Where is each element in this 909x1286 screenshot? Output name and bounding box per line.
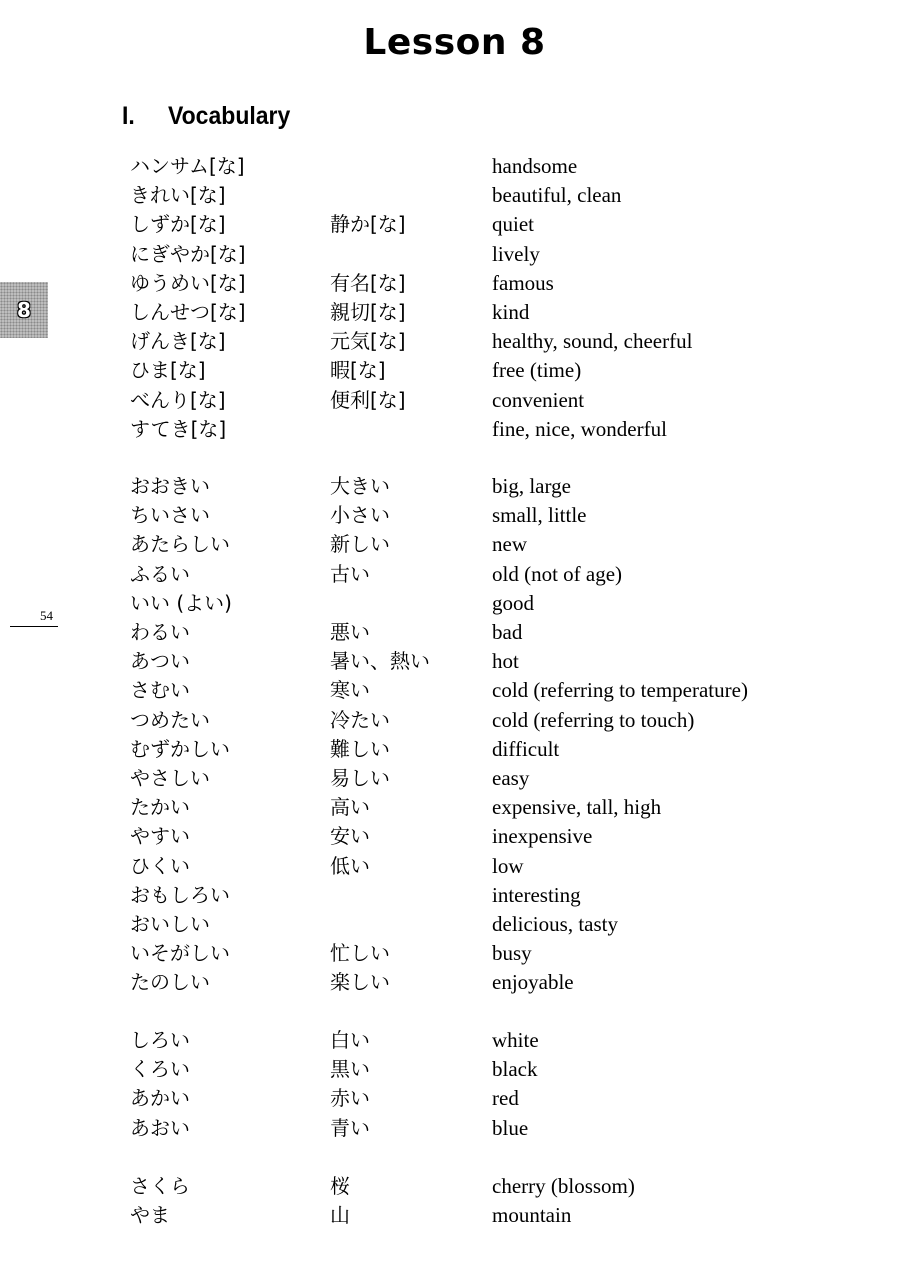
vocab-row	[0, 1055, 909, 1084]
vocab-kanji: 小さい	[330, 503, 390, 528]
vocab-english: old (not of age)	[492, 561, 623, 586]
vocab-kana: しろい	[130, 1028, 190, 1052]
vocab-english: convenient	[492, 387, 585, 412]
vocab-row	[0, 210, 909, 239]
vocab-english: cherry (blossom)	[492, 1174, 635, 1198]
vocab-kana: たのしい	[130, 970, 210, 995]
vocab-row	[0, 240, 909, 269]
vocab-row	[0, 181, 909, 210]
vocab-english: low	[492, 853, 524, 878]
vocab-kanji: 大きい	[330, 474, 390, 498]
vocab-kana: しずか[な]	[130, 212, 226, 237]
vocab-kana: あつい	[130, 649, 190, 674]
vocab-english: fine, nice, wonderful	[492, 416, 667, 441]
vocab-kanji: 難しい	[330, 736, 390, 761]
vocab-kana: たかい	[130, 795, 190, 820]
vocab-english: expensive, tall, high	[492, 795, 662, 820]
vocab-english: quiet	[492, 212, 534, 237]
vocab-kana: さむい	[130, 678, 190, 703]
vocab-row	[0, 647, 909, 676]
vocab-kanji: 黒い	[330, 1057, 370, 1082]
vocab-english: busy	[492, 941, 532, 966]
vocab-row	[0, 706, 909, 735]
vocab-row	[0, 415, 909, 444]
vocab-row	[0, 1201, 909, 1230]
vocab-kanji: 古い	[330, 561, 370, 586]
vocab-row	[0, 152, 909, 181]
vocab-english: blue	[492, 1115, 529, 1140]
vocab-english: delicious, tasty	[492, 912, 618, 936]
section-title: Vocabulary	[168, 102, 291, 130]
vocab-kanji: 冷たい	[330, 707, 390, 732]
page-number: 54	[40, 608, 53, 623]
vocab-kanji: 白い	[330, 1028, 370, 1052]
vocab-english: red	[492, 1086, 519, 1111]
section-number: I.	[122, 102, 135, 130]
vocab-kana: さくら	[130, 1174, 190, 1198]
vocab-english: hot	[492, 649, 519, 674]
vocab-english: new	[492, 532, 527, 557]
vocab-kana: ひくい	[130, 853, 190, 878]
vocab-english: easy	[492, 766, 530, 790]
vocab-english: lively	[492, 241, 540, 266]
vocab-english: inexpensive	[492, 824, 593, 849]
vocab-english: small, little	[492, 503, 587, 528]
vocab-row	[0, 676, 909, 705]
vocab-kanji: 元気[な]	[330, 329, 406, 354]
vocab-row	[0, 472, 909, 501]
vocab-kana: くろい	[130, 1057, 190, 1082]
vocab-english: difficult	[492, 736, 560, 761]
vocab-english: kind	[492, 300, 530, 324]
vocab-row	[0, 852, 909, 881]
vocab-row	[0, 793, 909, 822]
vocab-english: bad	[492, 620, 523, 644]
vocab-english: big, large	[492, 474, 571, 498]
vocab-kana: きれい[な]	[130, 183, 226, 208]
vocab-kanji: 親切[な]	[330, 300, 406, 324]
vocab-row	[0, 327, 909, 356]
vocab-kanji: 低い	[330, 853, 370, 878]
vocab-kana: いそがしい	[130, 941, 230, 966]
vocab-kana: ひま[な]	[130, 358, 206, 383]
vocab-kanji: 易しい	[330, 766, 390, 790]
vocab-kanji: 暑い、熱い	[330, 649, 430, 674]
vocab-row	[0, 968, 909, 997]
chapter-tab-number: 8	[17, 298, 31, 322]
vocab-kanji: 静か[な]	[330, 212, 406, 237]
vocab-kanji: 有名[な]	[330, 270, 406, 295]
vocab-row	[0, 501, 909, 530]
vocab-kanji: 便利[な]	[330, 387, 406, 412]
vocab-kanji: 忙しい	[330, 941, 390, 966]
vocab-row	[0, 1084, 909, 1113]
vocab-kanji: 青い	[330, 1115, 370, 1140]
vocab-english: interesting	[492, 882, 581, 907]
vocab-kana: べんり[な]	[130, 387, 226, 412]
vocab-kana: おもしろい	[130, 882, 230, 907]
vocab-english: enjoyable	[492, 970, 574, 995]
vocab-kanji: 安い	[330, 824, 370, 849]
vocab-kanji: 暇[な]	[330, 358, 386, 383]
vocab-english: black	[492, 1057, 538, 1082]
vocab-row	[0, 1172, 909, 1201]
vocab-kana: すてき[な]	[130, 416, 227, 441]
vocab-english: cold (referring to touch)	[492, 707, 695, 732]
vocab-kana: おおきい	[130, 474, 210, 498]
vocab-row	[0, 560, 909, 589]
vocab-row	[0, 530, 909, 559]
vocab-kanji: 楽しい	[330, 970, 390, 995]
vocab-kana: にぎやか[な]	[130, 241, 246, 266]
vocab-kana: やさしい	[130, 766, 210, 790]
vocab-row	[0, 881, 909, 910]
vocab-kana: ハンサム[な]	[130, 154, 245, 178]
vocab-english: cold (referring to temperature)	[492, 678, 748, 703]
vocab-row	[0, 618, 909, 647]
vocab-row	[0, 1026, 909, 1055]
vocab-kanji: 悪い	[330, 620, 370, 644]
vocab-row	[0, 1114, 909, 1143]
vocab-english: mountain	[492, 1203, 572, 1228]
vocab-english: handsome	[492, 154, 578, 178]
vocab-kana: ふるい	[130, 561, 190, 586]
vocab-kanji: 山	[330, 1203, 350, 1228]
vocab-kana: ちいさい	[130, 503, 210, 528]
vocab-kanji: 赤い	[330, 1086, 370, 1111]
vocab-kana: あかい	[130, 1086, 190, 1111]
vocab-kanji: 新しい	[330, 532, 390, 557]
vocab-kanji: 寒い	[330, 678, 370, 703]
vocab-row	[0, 822, 909, 851]
vocab-kana: ゆうめい[な]	[130, 270, 246, 295]
vocab-row	[0, 764, 909, 793]
vocab-row	[0, 356, 909, 385]
vocab-kana: つめたい	[130, 707, 210, 732]
vocab-kana: おいしい	[130, 912, 210, 936]
vocab-row	[0, 386, 909, 415]
vocab-english: beautiful, clean	[492, 183, 622, 208]
vocab-english: famous	[492, 270, 554, 295]
vocab-kana: しんせつ[な]	[130, 300, 246, 324]
vocab-kana: げんき[な]	[130, 329, 226, 354]
vocab-kana: わるい	[130, 620, 190, 644]
vocab-english: white	[492, 1028, 539, 1052]
vocab-row	[0, 298, 909, 327]
vocab-kanji: 桜	[330, 1174, 350, 1198]
vocab-kana: いい (よい)	[130, 590, 232, 615]
vocab-row	[0, 939, 909, 968]
vocab-row	[0, 589, 909, 618]
vocab-kana: やすい	[130, 824, 190, 849]
vocab-english: good	[492, 590, 534, 615]
vocab-kana: やま	[130, 1203, 170, 1228]
vocab-kana: あたらしい	[130, 532, 230, 557]
vocab-row	[0, 269, 909, 298]
vocab-kana: むずかしい	[130, 736, 230, 761]
vocab-row	[0, 735, 909, 764]
lesson-title: Lesson 8	[363, 22, 546, 63]
vocab-kana: あおい	[130, 1115, 190, 1140]
vocab-row	[0, 910, 909, 939]
vocab-english: free (time)	[492, 358, 582, 383]
vocab-kanji: 高い	[330, 795, 370, 820]
vocab-english: healthy, sound, cheerful	[492, 329, 693, 354]
